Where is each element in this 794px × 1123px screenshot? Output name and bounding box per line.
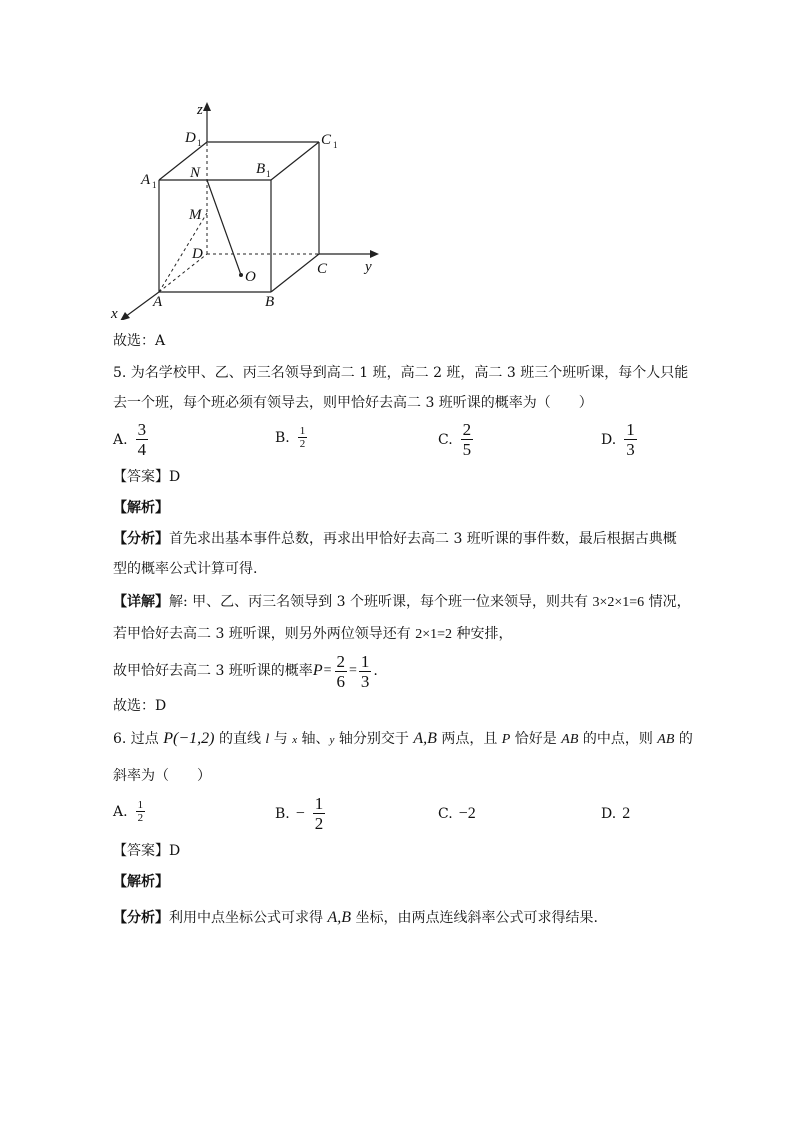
label-N: N xyxy=(190,165,201,181)
x-arrow xyxy=(120,312,130,320)
q5-option-b-fraction: $\frac{1}{2}$ xyxy=(299,425,306,450)
label-x: x xyxy=(111,306,118,320)
label-D1: D xyxy=(185,130,196,146)
q5-option-d-fraction: $\frac{1}{3}$ xyxy=(626,420,635,459)
q5-analysis-heading: 【解析】 xyxy=(113,500,169,516)
label-B1-sub: 1 xyxy=(266,169,271,179)
label-C1: C xyxy=(321,132,332,148)
q5-option-d: D. $\frac{1}{3}$ xyxy=(601,420,635,459)
q6-option-d: D. 2 xyxy=(601,805,631,822)
label-C1-sub: 1 xyxy=(333,140,338,150)
q6-option-b-fraction: $\frac{1}{2}$ xyxy=(314,794,324,833)
label-M: M xyxy=(189,207,202,223)
q6-text-line-2: 斜率为（ ） xyxy=(113,768,211,784)
q5-option-c-fraction: $\frac{2}{5}$ xyxy=(462,420,472,459)
label-B1: B xyxy=(256,161,266,177)
q5-fenxi-line-1: 【分析】首先求出基本事件总数，再求出甲恰好去高二 3 班听课的事件数，最后根据古典概 xyxy=(113,531,677,547)
label-C: C xyxy=(317,261,328,277)
q6-answer: 【答案】D xyxy=(113,843,181,859)
q5-fenxi-line-2: 型的概率公式计算可得. xyxy=(113,561,258,577)
label-B: B xyxy=(265,294,275,310)
label-A1-sub: 1 xyxy=(152,180,157,190)
q5-probability-fraction-1: $\frac{2}{6}$ xyxy=(336,651,345,691)
y-arrow xyxy=(370,250,379,258)
q5-xiangjie-line-3: 故甲恰好去高二 3 班听课的概率 P = $\frac{2}{6}$ = $\frac{1}{3}$ . xyxy=(113,651,378,691)
q5-answer: 【答案】D xyxy=(113,469,181,485)
edge-B-C xyxy=(271,254,319,292)
q5-choice-line: 故选：D xyxy=(113,698,167,714)
label-A1: A xyxy=(141,172,151,188)
edge-B1-C1 xyxy=(271,142,319,180)
q5-text-line-2: 去一个班，每个班必须有领导去，则甲恰好去高二 3 班听课的概率为（ ） xyxy=(113,395,593,411)
q6-option-a: A. $\frac{1}{2}$ xyxy=(113,799,144,824)
label-z: z xyxy=(197,102,203,118)
q6-fenxi-line: 【分析】利用中点坐标公式可求得 A,B 坐标，由两点连线斜率公式可求得结果. xyxy=(113,909,598,926)
q6-analysis-heading: 【解析】 xyxy=(113,874,169,890)
label-D: D xyxy=(192,246,203,262)
z-arrow xyxy=(203,102,211,111)
q5-xiangjie-line-1: 【详解】解: 甲、乙、丙三名领导到 3 个班听课，每个班一位来领导，则共有 3×2×1=6 情况， xyxy=(113,594,691,610)
q5-probability-fraction-2: $\frac{1}{3}$ xyxy=(360,651,370,691)
q6-option-a-fraction: $\frac{1}{2}$ xyxy=(137,799,144,824)
q6-option-b: B. − $\frac{1}{2}$ xyxy=(275,794,324,833)
segment-N-O xyxy=(207,180,241,275)
q5-option-b: B. $\frac{1}{2}$ xyxy=(275,425,306,450)
q6-text-line-1: 6. 过点 P(−1,2) 的直线 l 与 x 轴、y 轴分别交于 A,B 两点，且 P 恰好是 AB 的中点，则 AB 的 xyxy=(113,730,693,747)
label-A: A xyxy=(153,294,163,310)
q5-option-a: A. $\frac{3}{4}$ xyxy=(113,420,147,459)
q6-option-c: C. −2 xyxy=(438,805,476,822)
cube-coordinate-figure xyxy=(105,98,395,320)
label-O: O xyxy=(245,269,256,285)
q5-option-a-fraction: $\frac{3}{4}$ xyxy=(137,420,147,459)
q4-choice-line: 故选：A xyxy=(113,333,166,349)
q5-xiangjie-line-2: 若甲恰好去高二 3 班听课，则另外两位领导还有 2×1=2 种安排， xyxy=(113,626,513,642)
q5-option-c: C. $\frac{2}{5}$ xyxy=(438,420,472,459)
q5-text-line-1: 5. 为名学校甲、乙、丙三名领导到高二 1 班，高二 2 班，高二 3 班三个班听课，每个人只能 xyxy=(113,365,689,381)
label-D1-sub: 1 xyxy=(197,138,202,148)
label-y: y xyxy=(365,259,372,275)
point-O xyxy=(239,273,243,277)
